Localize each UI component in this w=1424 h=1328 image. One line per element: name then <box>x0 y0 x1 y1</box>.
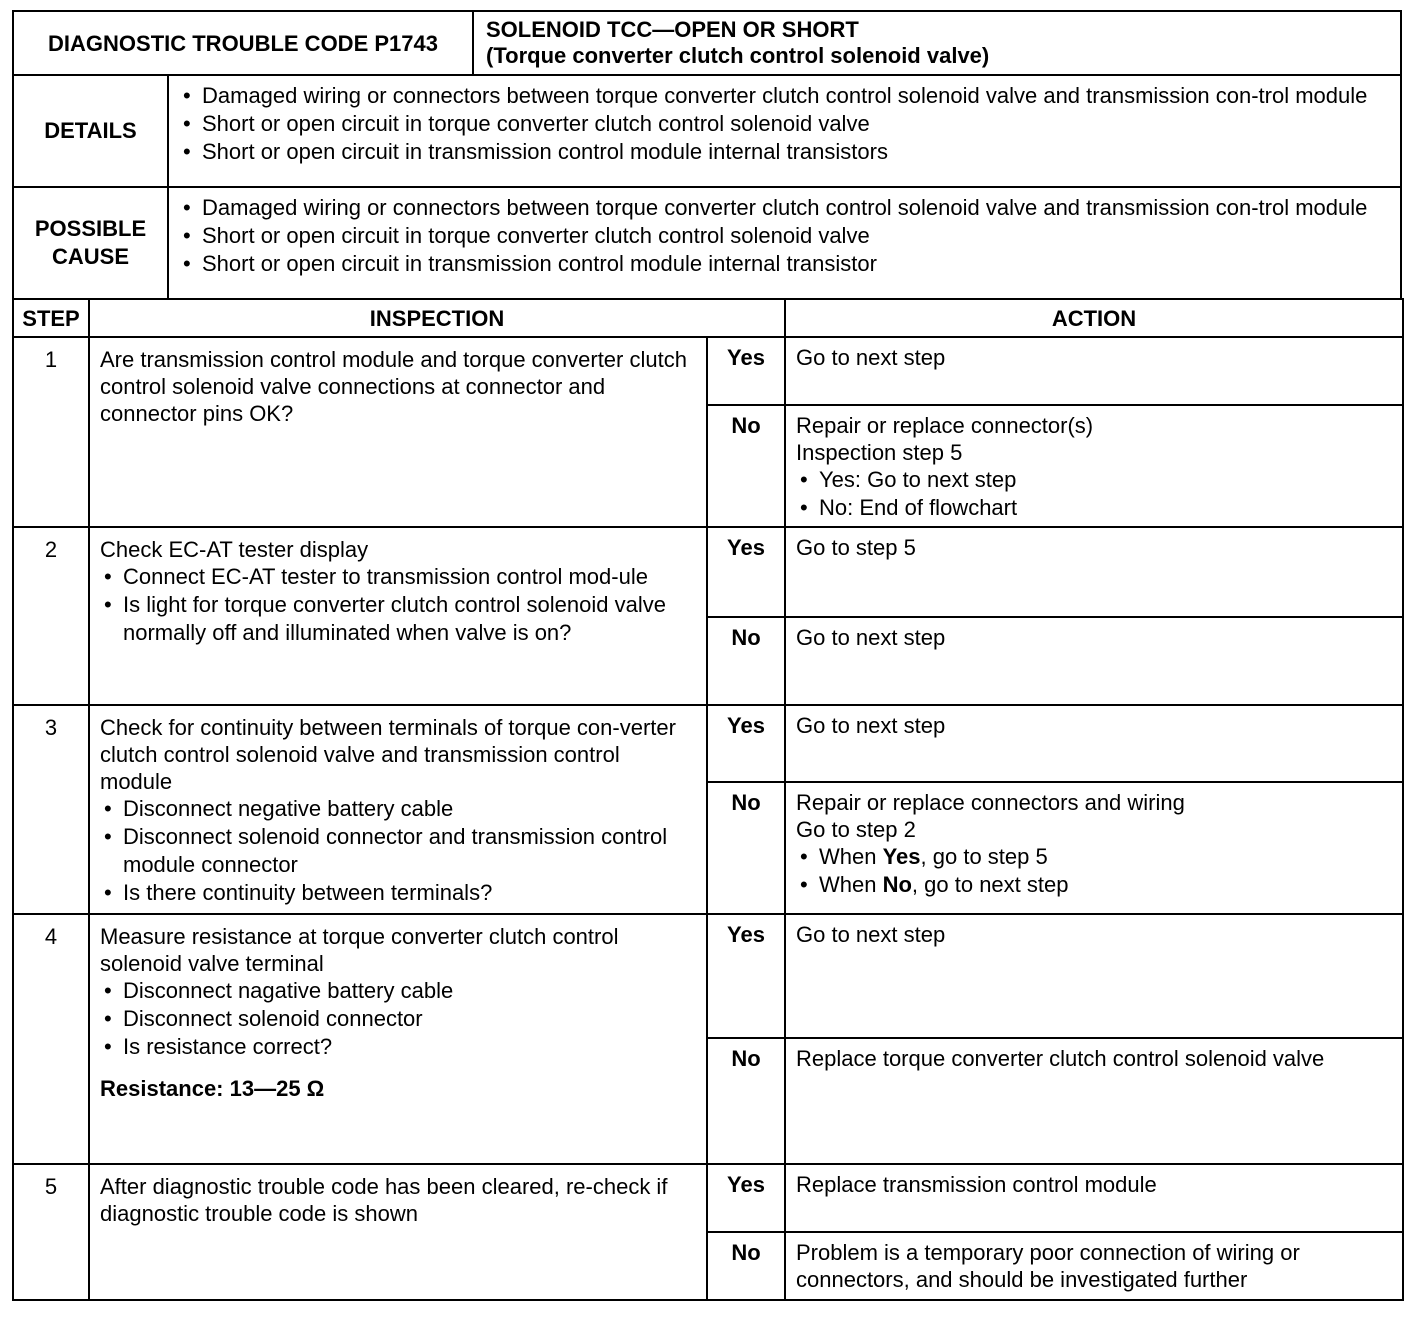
table-row <box>13 1164 1403 1232</box>
details-item: • Short or open circuit in transmission control module internal transistors <box>179 138 1390 166</box>
when-suffix: , go to step 5 <box>920 843 1048 869</box>
column-header-inspection: INSPECTION <box>89 299 785 337</box>
step-yes-action: Go to next step <box>785 337 1403 405</box>
inspection-bullet: • Connect EC-AT tester to transmission control mod-ule <box>100 563 696 591</box>
possible-cause-label-line-2: CAUSE <box>51 244 129 269</box>
when-no-strong: No <box>882 871 912 897</box>
inspection-bullet: • Disconnect solenoid connector and transmission control module connector <box>100 823 696 879</box>
details-table <box>12 74 1402 188</box>
possible-cause-item: • Damaged wiring or connectors between torque converter clutch control solenoid valve and transmission con-trol module <box>179 194 1390 222</box>
yes-label: Yes <box>707 914 785 1038</box>
inspection-bullets <box>100 795 696 907</box>
step-yes-action: Go to step 5 <box>785 527 1403 617</box>
step-no-action <box>785 405 1403 527</box>
details-list <box>179 82 1390 166</box>
step-number: 5 <box>13 1164 89 1300</box>
step-number: 3 <box>13 705 89 914</box>
inspection-text: Check for continuity between terminals of torque con-verter clutch control solenoid valve and transmission control module <box>100 715 676 794</box>
table-row <box>13 337 1403 405</box>
table-row <box>13 527 1403 617</box>
action-line: Repair or replace connector(s) <box>796 413 1094 438</box>
when-prefix: When <box>819 871 883 897</box>
action-line: Repair or replace connectors and wiring <box>796 789 1185 815</box>
no-label: No <box>707 617 785 705</box>
action-bullet <box>796 843 1392 871</box>
details-item: • Damaged wiring or connectors between torque converter clutch control solenoid valve and transmission con-trol module <box>179 82 1390 110</box>
no-label: No <box>707 1232 785 1300</box>
step-yes-action: Go to next step <box>785 705 1403 782</box>
yes-label: Yes <box>707 1164 785 1232</box>
step-no-action: Go to next step <box>785 617 1403 705</box>
step-number: 1 <box>13 337 89 527</box>
possible-cause-list <box>179 194 1390 278</box>
inspection-bullet: • Is resistance correct? <box>100 1033 696 1061</box>
when-prefix: When <box>819 843 883 869</box>
steps-table <box>12 298 1404 1301</box>
inspection-bullet: • Disconnect nagative battery cable <box>100 977 696 1005</box>
action-bullet: • Yes: Go to next step <box>796 466 1392 494</box>
action-bullets <box>796 843 1392 899</box>
yes-label: Yes <box>707 705 785 782</box>
step-inspection: Are transmission control module and torque converter clutch control solenoid valve connections at connector and connector pins OK? <box>89 337 707 527</box>
column-header-step: STEP <box>13 299 89 337</box>
details-body <box>168 75 1401 187</box>
details-item: • Short or open circuit in torque converter clutch control solenoid valve <box>179 110 1390 138</box>
possible-cause-item: • Short or open circuit in torque converter clutch control solenoid valve <box>179 222 1390 250</box>
trouble-code-title <box>473 11 1401 75</box>
possible-cause-table <box>12 186 1402 300</box>
action-bullet <box>796 871 1392 899</box>
yes-label: Yes <box>707 337 785 405</box>
title-line-1: SOLENOID TCC—OPEN OR SHORT <box>486 17 859 42</box>
step-yes-action: Go to next step <box>785 914 1403 1038</box>
spacer <box>100 1061 696 1075</box>
diagnostic-sheet <box>12 10 1402 1301</box>
possible-cause-body <box>168 187 1401 299</box>
step-yes-action: Replace transmission control module <box>785 1164 1403 1232</box>
inspection-bullet: • Is light for torque converter clutch control solenoid valve normally off and illuminated when valve is on? <box>100 591 696 647</box>
steps-header-row <box>13 299 1403 337</box>
details-label: DETAILS <box>13 75 168 187</box>
step-inspection <box>89 914 707 1164</box>
possible-cause-label <box>13 187 168 299</box>
no-label: No <box>707 1038 785 1164</box>
yes-label: Yes <box>707 527 785 617</box>
step-number: 2 <box>13 527 89 705</box>
step-no-action <box>785 782 1403 914</box>
header-table <box>12 10 1402 76</box>
inspection-bullet: • Disconnect negative battery cable <box>100 795 696 823</box>
no-label: No <box>707 405 785 527</box>
table-row <box>13 914 1403 1038</box>
inspection-bullet: • Disconnect solenoid connector <box>100 1005 696 1033</box>
step-no-action: Replace torque converter clutch control solenoid valve <box>785 1038 1403 1164</box>
inspection-bullets <box>100 563 696 647</box>
step-number: 4 <box>13 914 89 1164</box>
action-bullets <box>796 466 1392 522</box>
column-header-action: ACTION <box>785 299 1403 337</box>
action-bullet: • No: End of flowchart <box>796 494 1392 522</box>
no-label: No <box>707 782 785 914</box>
inspection-text: Measure resistance at torque converter clutch control solenoid valve terminal <box>100 924 619 976</box>
step-inspection: After diagnostic trouble code has been cleared, re-check if diagnostic trouble code is shown <box>89 1164 707 1300</box>
table-row <box>13 705 1403 782</box>
title-line-2: (Torque converter clutch control solenoid valve) <box>486 43 990 68</box>
possible-cause-label-line-1: POSSIBLE <box>34 216 147 241</box>
when-suffix: , go to next step <box>911 871 1069 897</box>
trouble-code-label: DIAGNOSTIC TROUBLE CODE P1743 <box>13 11 473 75</box>
resistance-spec: Resistance: 13—25 Ω <box>100 1076 325 1101</box>
step-inspection <box>89 527 707 705</box>
step-no-action: Problem is a temporary poor connection of wiring or connectors, and should be investigated further <box>785 1232 1403 1300</box>
action-line: Go to step 2 <box>796 816 916 842</box>
action-line: Inspection step 5 <box>796 440 963 465</box>
inspection-text: Check EC-AT tester display <box>100 537 369 562</box>
inspection-bullet: • Is there continuity between terminals? <box>100 879 696 907</box>
when-yes-strong: Yes <box>882 843 921 869</box>
inspection-bullets <box>100 977 696 1061</box>
step-inspection <box>89 705 707 914</box>
possible-cause-item: • Short or open circuit in transmission control module internal transistor <box>179 250 1390 278</box>
